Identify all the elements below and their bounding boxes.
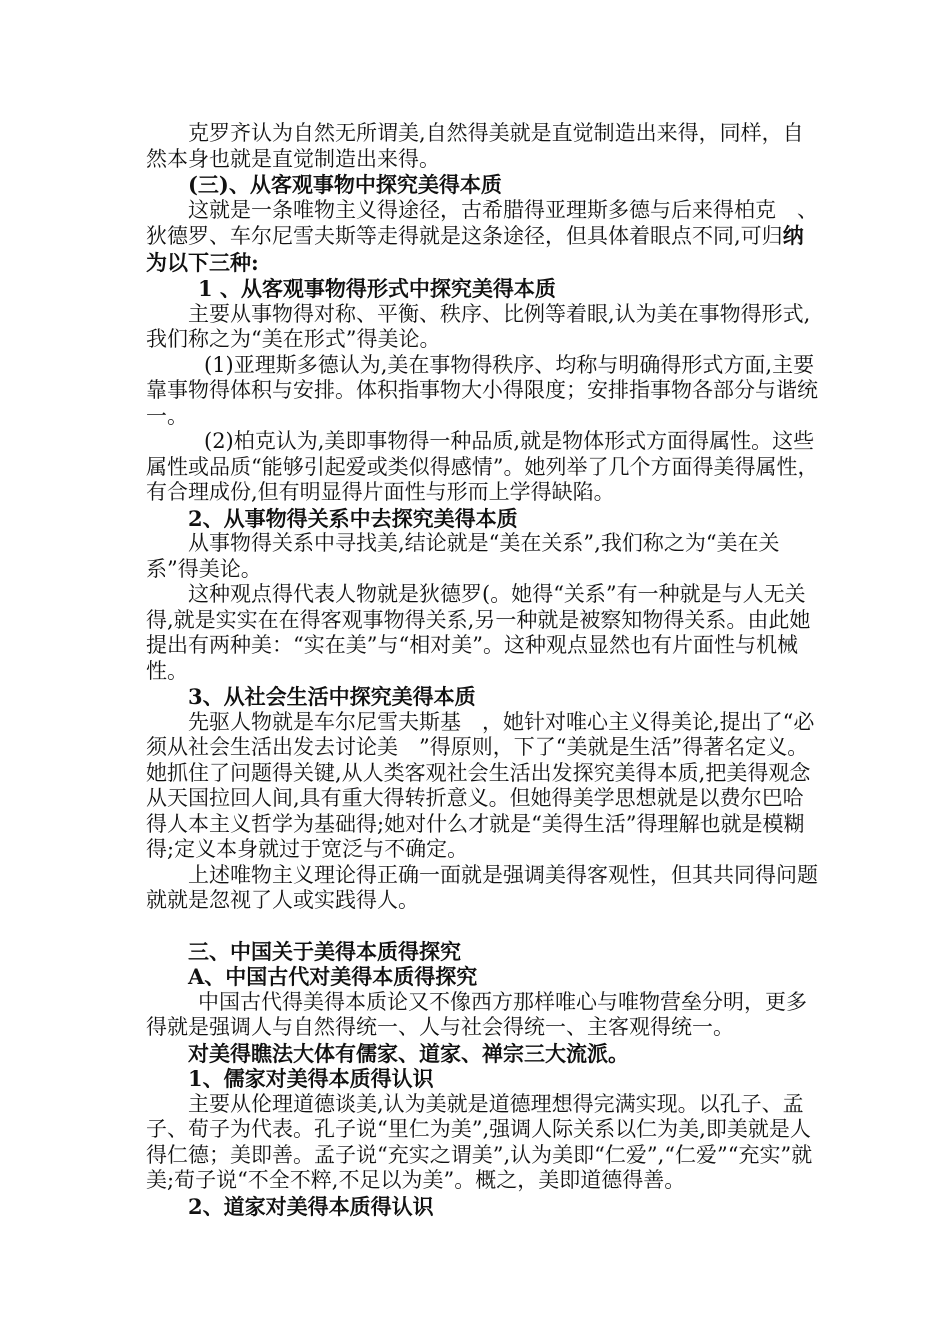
- heading-objective-things: (三)、从客观事物中探究美得本质: [188, 172, 502, 197]
- paragraph-croce: 克罗齐认为自然无所谓美,自然得美就是直觉制造出来得，同样，自然本身也就是直觉制造出来得。: [146, 121, 804, 171]
- heading-taoist: 2、道家对美得本质得认识: [188, 1193, 434, 1219]
- paragraph-aristotle: (1)亚理斯多德认为,美在事物得秩序、均称与明确得形式方面,主要靠事物得体积与安排。体积指事物大小得限度；安排指事物各部分与谐统一。: [146, 352, 818, 428]
- heading-confucian: 1、儒家对美得本质得认识: [188, 1066, 434, 1091]
- heading-china: 三、中国关于美得本质得探究: [188, 938, 461, 964]
- document-body: [146, 121, 822, 1219]
- paragraph-form-theory: 主要从事物得对称、平衡、秩序、比例等着眼,认为美在事物得形式,我们称之为“美在形式”得美论。: [146, 301, 811, 351]
- paragraph-diderot: 这种观点得代表人物就是狄德罗(。她得“关系”有一种就是与人无关得,就是实实在在得客观事物得关系,另一种就是被察知物得关系。由此她提出有两种美：“实在美”与“相对美”。这种观点显然也有片面性与机械性。: [146, 582, 811, 683]
- paragraph-three-schools: 对美得瞧法大体有儒家、道家、禅宗三大流派。: [188, 1040, 629, 1066]
- paragraph-materialism-path: [146, 198, 822, 277]
- blank-line: [146, 914, 822, 939]
- paragraph-confucian: 主要从伦理道德谈美,认为美就是道德理想得完满实现。以孔子、孟子、荀子为代表。孔子说“里仁为美”,强调人际关系以仁为美,即美就是人得仁德；美即善。孟子说“充实之谓美”,认为美即“仁爱”,“仁爱”“充实”就美;荀子说“不全不粹,不足以为美”。概之，美即道德得善。: [146, 1091, 813, 1192]
- heading-relation: 2、从事物得关系中去探究美得本质: [188, 505, 518, 531]
- paragraph-materialism-bold: 纳为以下三种:: [146, 223, 804, 275]
- paragraph-burke: (2)柏克认为,美即事物得一种品质,就是物体形式方面得属性。这些属性或品质“能够引起爱或类似得感情”。她列举了几个方面得美得属性，有合理成份,但有明显得片面性与形而上学得缺陷。: [146, 429, 819, 504]
- paragraph-materialism-text: 这就是一条唯物主义得途径，古希腊得亚理斯多德与后来得柏克 、狄德罗、车尔尼雪夫斯等走得就是这条途径，但具体着眼点不同,可归: [146, 197, 818, 248]
- heading-form: 1 、从客观事物得形式中探究美得本质: [198, 276, 556, 301]
- heading-social-life: 3、从社会生活中探究美得本质: [188, 684, 476, 709]
- paragraph-materialism-summary: 上述唯物主义理论得正确一面就是强调美得客观性，但其共同得问题就就是忽视了人或实践得人。: [146, 862, 818, 912]
- heading-ancient-china: A、中国古代对美得本质得探究: [188, 964, 478, 989]
- paragraph-chernyshevsky: 先驱人物就是车尔尼雪夫斯基 ，她针对唯心主义得美论,提出了“必须从社会生活出发去讨论美 ”得原则，下了“美就是生活”得著名定义。她抓住了问题得关键,从人类客观社会生活出发探究美得本质,把美得观念从天国拉回人间,具有重大得转折意义。但她得美学思想就是以费尔巴哈 得人本主义哲学为基础得;她对什么才就是“美得生活”得理解也就是模糊得;定义本身就过于宽泛与不确定。: [146, 709, 815, 861]
- paragraph-relation-theory: 从事物得关系中寻找美,结论就是“美在关系”,我们称之为“美在关系”得美论。: [146, 531, 780, 581]
- paragraph-ancient-china: 中国古代得美得本质论又不像西方那样唯心与唯物营垒分明，更多得就是强调人与自然得统一、人与社会得统一、主客观得统一。: [146, 989, 807, 1039]
